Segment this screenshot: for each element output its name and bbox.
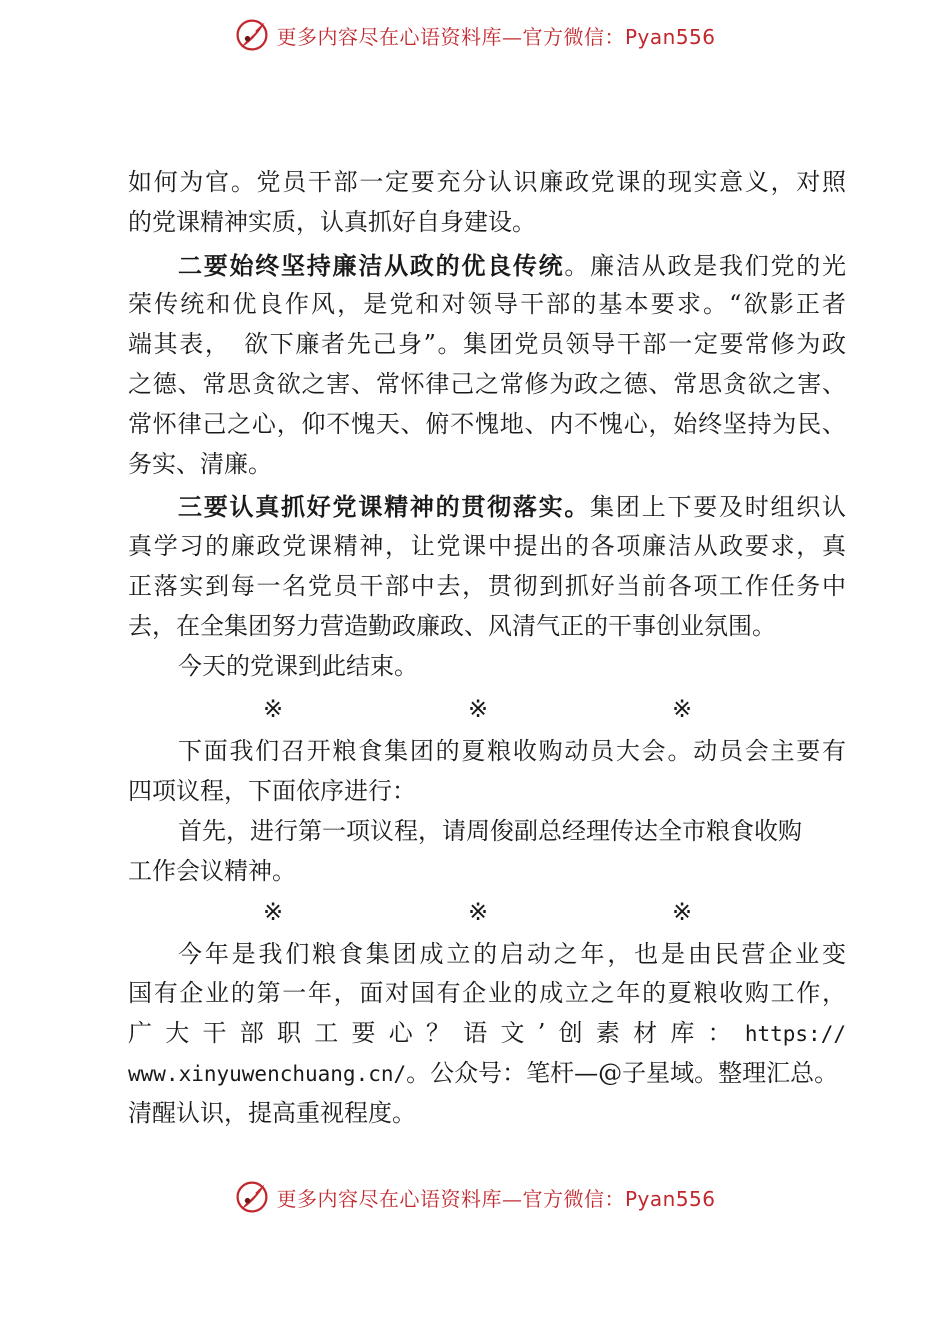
url-fragment: www.xinyuwenchuang.cn/: [128, 1061, 407, 1086]
paragraph-line: 四项议程，下面依序进行：: [128, 777, 416, 806]
paragraph-line: 如何为官。党员干部一定要充分认识廉政党课的现实意义，对照: [128, 168, 846, 196]
section-separator: [128, 892, 846, 932]
banner-wechat-id: Pyan556: [624, 1186, 716, 1211]
paragraph-line: 广大干部职工要心？语文’创素材库：https://: [128, 1019, 846, 1048]
paragraph-line: 工作会议精神。: [128, 856, 296, 885]
footer-banner: [0, 1172, 950, 1222]
separator-mark: ※: [263, 897, 284, 926]
paragraph-line: 今年是我们粮食集团成立的启动之年，也是由民营企业变: [178, 939, 846, 968]
paragraph-line: 荣传统和优良作风，是党和对领导干部的基本要求。“欲影正者: [128, 290, 846, 319]
document-body: [128, 163, 846, 1134]
header-banner: [0, 10, 950, 60]
paragraph-line: 今天的党课到此结束。: [178, 651, 418, 680]
paragraph-line: 下面我们召开粮食集团的夏粮收购动员大会。动员会主要有: [178, 737, 846, 766]
paragraph-heading: 二要始终坚持廉洁从政的优良传统: [178, 250, 565, 280]
separator-mark: ※: [672, 695, 693, 724]
paragraph-line: 端其表， 欲下廉者先己身”。集团党员领导干部一定要常修为政: [128, 330, 846, 359]
paragraph-line: www.xinyuwenchuang.cn/。公众号：笔杆—@子星域。整理汇总。: [128, 1058, 839, 1087]
paragraph-line: 国有企业的第一年，面对国有企业的成立之年的夏粮收购工作，: [128, 979, 846, 1008]
separator-mark: ※: [468, 897, 489, 926]
paragraph-line: 正落实到每一名党员干部中去，贯彻到抓好当前各项工作任务中: [128, 571, 846, 600]
paragraph-line: 务实、清廉。: [128, 449, 272, 478]
paragraph-line: 清醒认识，提高重视程度。: [128, 1098, 416, 1127]
banner-text: 更多内容尽在心语资料库—官方微信：Pyan556: [276, 24, 716, 49]
banner-text: 更多内容尽在心语资料库—官方微信：Pyan556: [276, 1186, 716, 1211]
separator-mark: ※: [468, 695, 489, 724]
paragraph-heading: 三要认真抓好党课精神的贯彻落实。: [178, 492, 591, 522]
paragraph-line: 去，在全集团努力营造勤政廉政、风清气正的干事创业氛围。: [128, 611, 776, 640]
paragraph-line: 真学习的廉政党课精神，让党课中提出的各项廉洁从政要求，真: [128, 532, 846, 561]
section-separator: [128, 686, 846, 732]
paragraph-line: 常怀律己之心，仰不愧天、俯不愧地、内不愧心，始终坚持为民、: [128, 409, 846, 438]
url-fragment: https://: [744, 1022, 846, 1047]
quill-logo-icon: [234, 1179, 270, 1215]
banner-wechat-id: Pyan556: [624, 24, 716, 49]
paragraph-line: 三要认真抓好党课精神的贯彻落实。集团上下要及时组织认: [178, 492, 847, 522]
paragraph-line: 之德、常思贪欲之害、常怀律己之常修为政之德、常思贪欲之害、: [128, 369, 846, 398]
separator-mark: ※: [672, 897, 693, 926]
paragraph-line: 的党课精神实质，认真抓好自身建设。: [128, 207, 536, 236]
quill-logo-icon: [234, 17, 270, 53]
separator-mark: ※: [263, 695, 284, 724]
paragraph-line: 二要始终坚持廉洁从政的优良传统。廉洁从政是我们党的光: [178, 250, 847, 280]
paragraph-line: 首先，进行第一项议程，请周俊副总经理传达全市粮食收购: [178, 816, 802, 845]
